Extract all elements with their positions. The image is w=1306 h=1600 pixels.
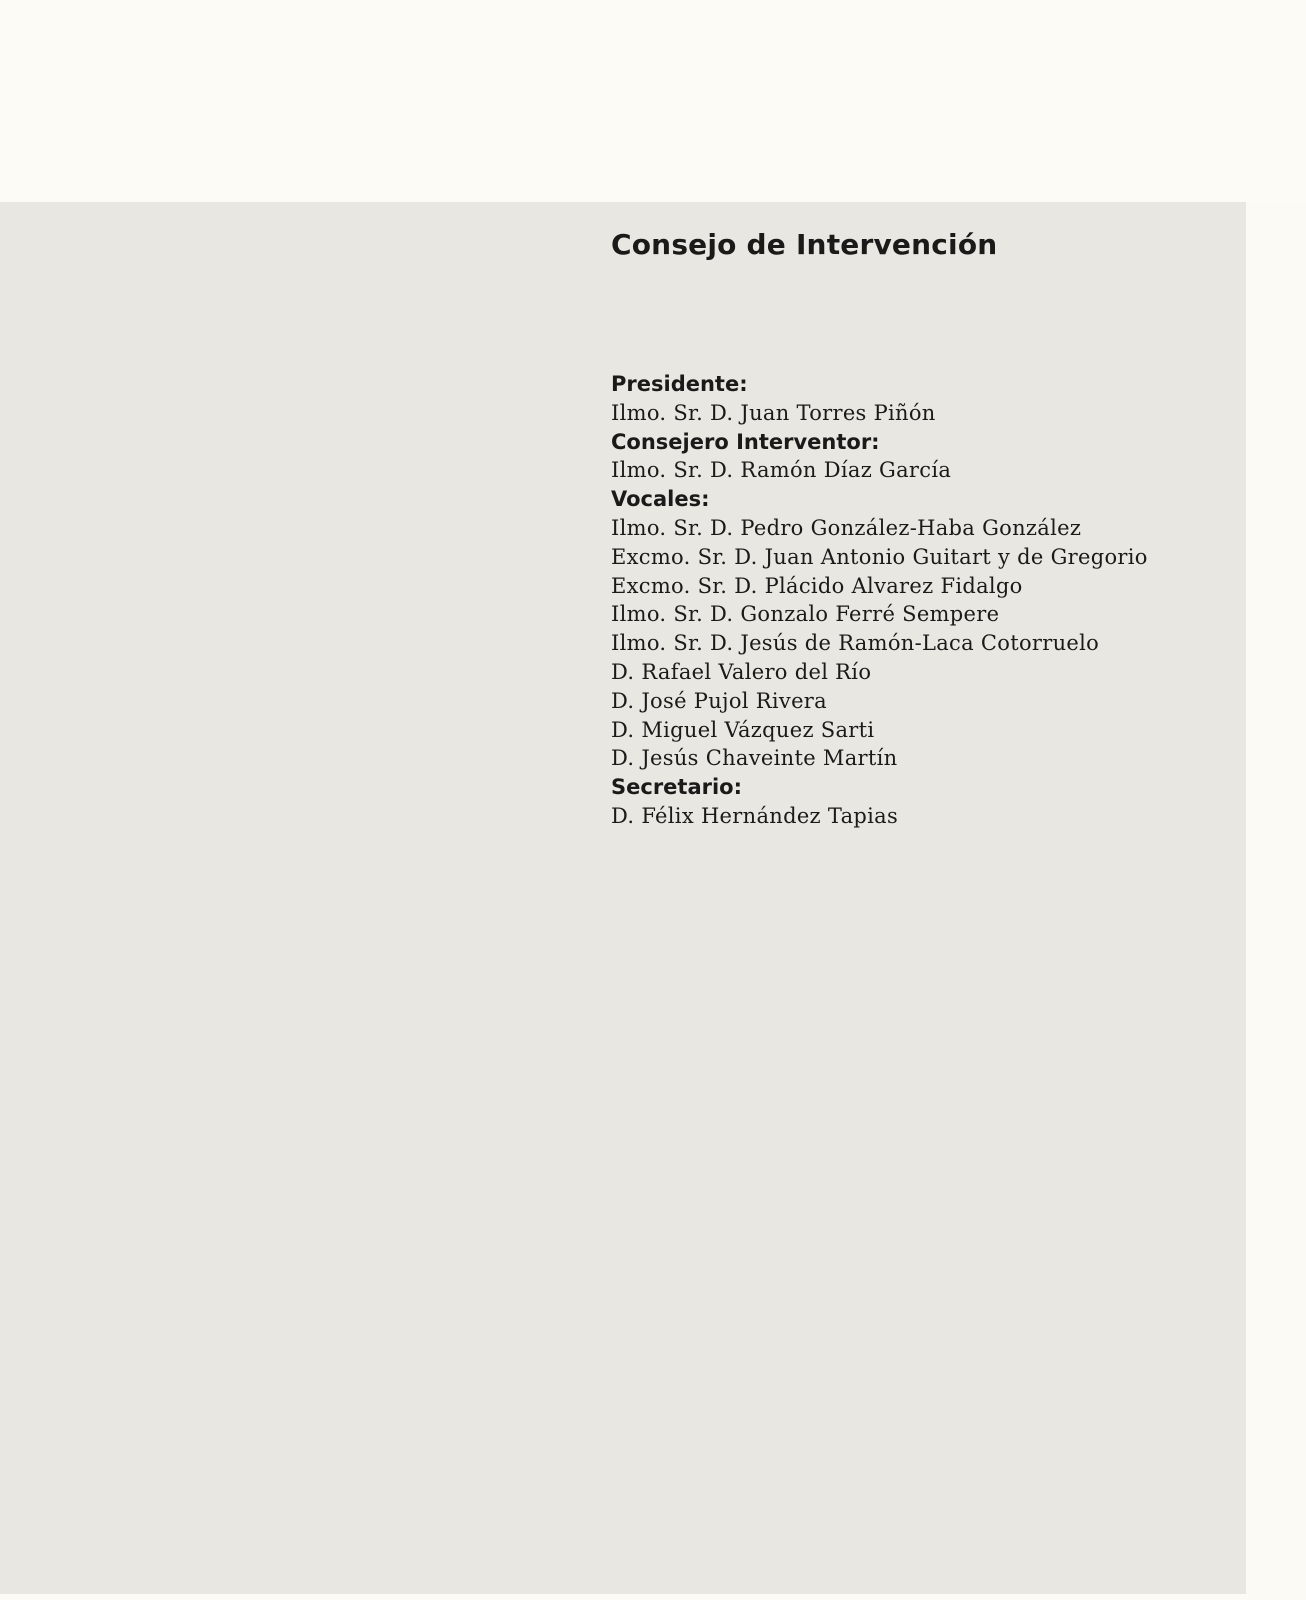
section-presidente	[611, 370, 1231, 428]
member-name: D. José Pujol Rivera	[611, 688, 827, 713]
member-name: D. Félix Hernández Tapias	[611, 803, 899, 828]
member-name: Excmo. Sr. D. Plácido Alvarez Fidalgo	[611, 573, 1023, 598]
member-name: D. Rafael Valero del Río	[611, 659, 872, 684]
role-heading: Secretario:	[611, 775, 743, 800]
member-name: Excmo. Sr. D. Juan Antonio Guitart y de Gregorio	[611, 544, 1148, 569]
council-listing	[611, 226, 1231, 831]
member-name: Ilmo. Sr. D. Jesús de Ramón-Laca Cotorruelo	[611, 631, 1100, 656]
right-margin	[1246, 202, 1306, 1600]
section-vocales	[611, 485, 1231, 773]
role-heading: Consejero Interventor:	[611, 429, 880, 454]
member-name: D. Miguel Vázquez Sarti	[611, 717, 875, 742]
member-name: Ilmo. Sr. D. Pedro González-Haba González	[611, 515, 1082, 540]
role-heading: Vocales:	[611, 487, 710, 512]
council-sections	[611, 370, 1231, 831]
page-title: Consejo de Intervención	[611, 228, 998, 261]
role-heading: Presidente:	[611, 372, 748, 396]
member-name: Ilmo. Sr. D. Gonzalo Ferré Sempere	[611, 602, 1000, 627]
member-name: Ilmo. Sr. D. Ramón Díaz García	[611, 458, 952, 483]
member-name: Ilmo. Sr. D. Juan Torres Piñón	[611, 400, 936, 425]
member-name: D. Jesús Chaveinte Martín	[611, 746, 898, 771]
top-margin	[0, 0, 1306, 202]
section-secretario	[611, 773, 1231, 831]
section-consejero-interventor	[611, 428, 1231, 486]
